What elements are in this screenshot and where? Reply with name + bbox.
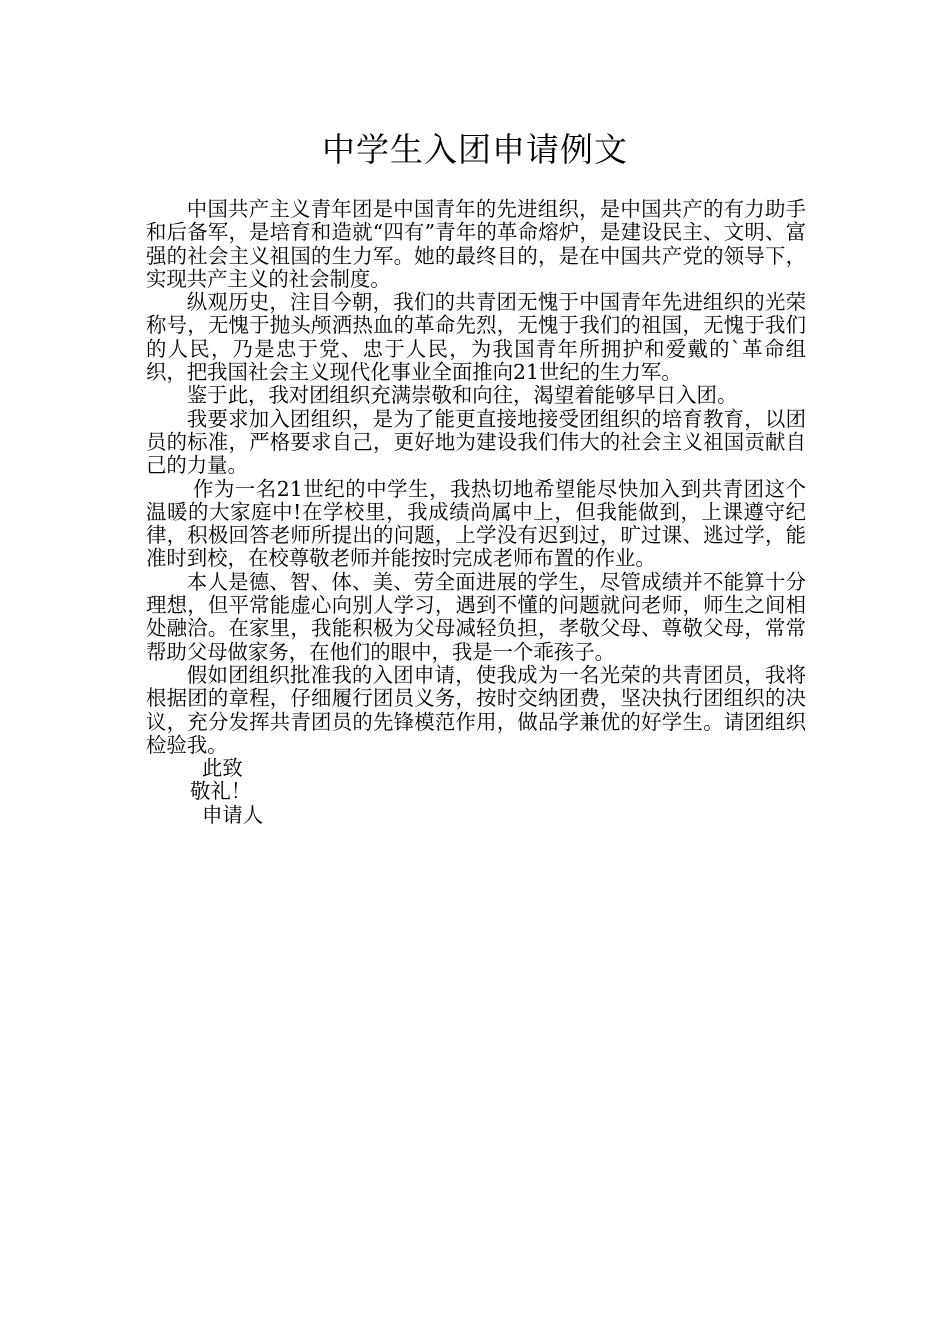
document-title: 中学生入团申请例文 <box>322 130 628 169</box>
paragraph-3: 鉴于此，我对团组织充满崇敬和向往，渴望着能够早日入团。 <box>186 383 738 408</box>
paragraph-6: 本人是德、智、体、美、劳全面进展的学生，尽管成绩并不能算十分理想，但平常能虚心向别人学习，遇到不懂的问题就问老师，师生之间相处融洽。在家里，我能积极为父母减轻负担，孝敬父母、尊敬父母，常常帮助父母做家务，在他们的眼中，我是一个乖孩子。 <box>146 569 806 664</box>
paragraph-1: 中国共产主义青年团是中国青年的先进组织，是中国共产的有力助手和后备军，是培育和造就“四有”青年的革命熔炉，是建设民主、文明、富强的社会主义祖国的生力军。她的最终目的，是在中国共产党的领导下，实现共产主义的社会制度。 <box>146 197 806 291</box>
closing-salutation: 此致 <box>202 756 243 781</box>
paragraph-7: 假如团组织批准我的入团申请，使我成为一名光荣的共青团员，我将根据团的章程，仔细履行团员义务，按时交纳团费，坚决执行团组织的决议，充分发挥共青团员的先锋模范作用，做品学兼优的好学生。请团组织检验我。 <box>146 662 806 757</box>
paragraph-4: 我要求加入团组织，是为了能更直接地接受团组织的培育教育，以团员的标准，严格要求自己，更好地为建设我们伟大的社会主义祖国贡献自己的力量。 <box>146 406 806 478</box>
closing-regards: 敬礼！ <box>190 779 252 804</box>
paragraph-5: 作为一名21世纪的中学生，我热切地希望能尽快加入到共青团这个温暖的大家庭中!在学校里，我成绩尚属中上，但我能做到，上课遵守纪律，积极回答老师所提出的问题，上学没有迟到过，旷过课、逃过学，能准时到校，在校尊敬老师并能按时完成老师布置的作业。 <box>146 476 806 571</box>
paragraph-2: 纵观历史，注目今朝，我们的共青团无愧于中国青年先进组织的光荣称号，无愧于抛头颅洒热血的革命先烈，无愧于我们的祖国，无愧于我们的人民，乃是忠于党、忠于人民，为我国青年所拥护和爱戴的`革命组织，把我国社会主义现代化事业全面推向21世纪的生力军。 <box>146 290 806 385</box>
document-body <box>146 198 806 827</box>
applicant-label: 申请人 <box>202 802 264 827</box>
